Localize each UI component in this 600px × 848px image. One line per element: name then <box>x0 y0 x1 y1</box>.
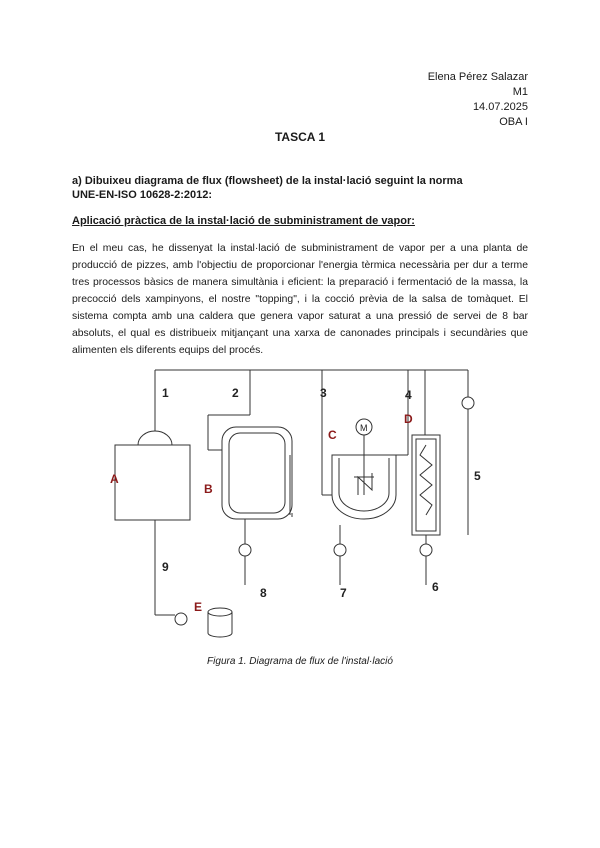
label-e: E <box>194 600 203 614</box>
question-line-1: a) Dibuixeu diagrama de flux (flowsheet) de la instal·lació seguint la norma <box>72 175 463 187</box>
header-block <box>428 70 528 130</box>
label-c: C <box>328 428 337 442</box>
motor-label: M <box>360 423 368 433</box>
stream-1: 1 <box>162 386 169 400</box>
stream-4: 4 <box>405 388 412 402</box>
label-a: A <box>110 472 119 486</box>
boiler-a <box>115 445 190 520</box>
course-code: OBA I <box>499 116 528 128</box>
question-title <box>72 174 532 202</box>
author-name: Elena Pérez Salazar <box>427 71 528 83</box>
pump-symbol <box>175 613 187 625</box>
stream-5: 5 <box>474 469 481 483</box>
trap-b <box>239 544 251 556</box>
vessel-b <box>222 427 292 519</box>
trap-c <box>334 544 346 556</box>
flow-diagram <box>100 365 500 650</box>
document-date: 14.07.2025 <box>472 101 528 113</box>
label-b: B <box>204 482 213 496</box>
stream-3: 3 <box>320 386 327 400</box>
question-line-2: UNE-EN-ISO 10628-2:2012: <box>72 189 213 201</box>
boiler-dome <box>138 431 172 445</box>
stream-6: 6 <box>432 580 439 594</box>
page-title: TASCA 1 <box>274 130 325 144</box>
stream-7: 7 <box>340 586 347 600</box>
body-paragraph: En el meu cas, he dissenyat la instal·lació de subministrament de vapor per a una planta de producció de pizzes, amb l'objectiu de proporcionar l'energia tèrmica necessària per dur a terme tres processos bàsics de manera simultània i eficient: la preparació i fermentació de la massa, la precocció dels xampinyons, el nostre "topping", i la cocció prèvia de la salsa de tomàquet. El sistema compta amb una caldera que genera vapor saturat a una pressió de servei de 8 bar absoluts, el qual es distribueix mitjançant una xarxa de canonades principals i secundàries que alimenten els diferents equips del procés. <box>72 243 528 356</box>
module-code: M1 <box>512 86 528 98</box>
label-d: D <box>404 412 413 426</box>
stream-9: 9 <box>162 560 169 574</box>
trap-d <box>420 544 432 556</box>
valve-5 <box>462 397 474 409</box>
stream-8: 8 <box>260 586 267 600</box>
section-subheading: Aplicació pràctica de la instal·lació de subministrament de vapor: <box>72 215 415 227</box>
figure-caption: Figura 1. Diagrama de flux de l'instal·lació <box>207 656 393 667</box>
stream-2: 2 <box>232 386 239 400</box>
